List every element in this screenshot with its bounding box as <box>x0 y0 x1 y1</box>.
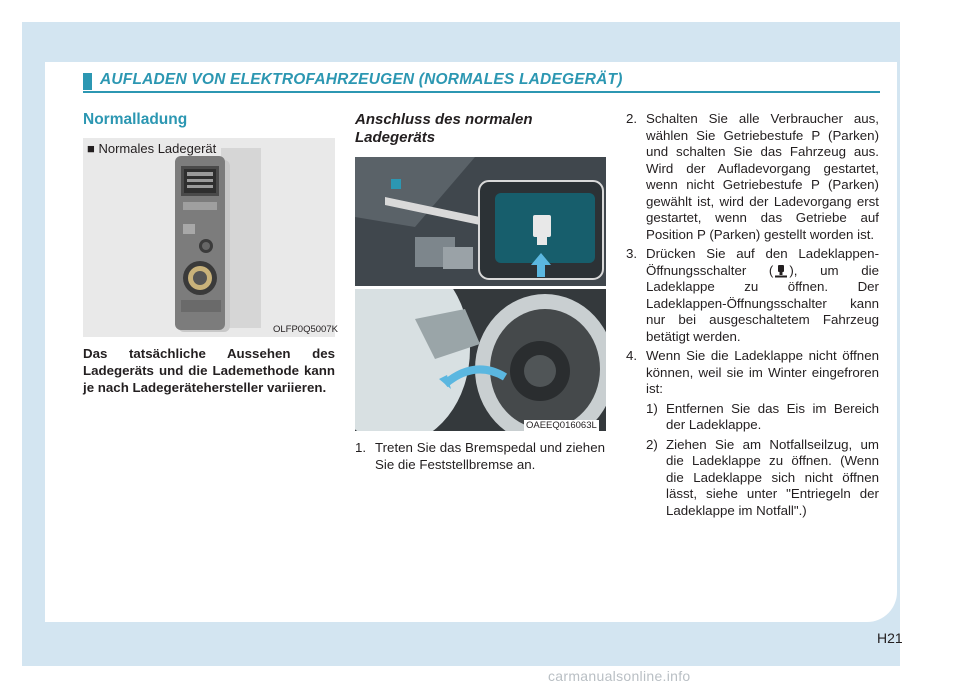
charge-door-illustration <box>355 289 606 431</box>
step-1-number: 1. <box>355 440 367 455</box>
charge-image-code: OAEEQ016063L <box>526 420 597 431</box>
charger-image <box>83 138 335 337</box>
subsection-title: Anschluss des normalen Ladegeräts <box>355 111 533 146</box>
step-3-text-b: ), um die Ladeklappe zu öffnen. Der Ladeklappen-Öffnungsschalter kann nur bei ausgeschaltetem Fahrzeug betätigt werden. <box>646 262 879 344</box>
step-1-text: Treten Sie das Bremspedal und ziehen Sie die Feststellbremse an. <box>375 440 605 472</box>
charge-door-image <box>355 289 606 431</box>
page-number: H21 <box>877 630 903 646</box>
header-accent-bar <box>83 73 92 90</box>
section-title-normalladung: Normalladung <box>83 111 188 128</box>
substep-1-text: Entfernen Sie das Eis im Bereich der Ladeklappe. <box>666 400 879 432</box>
charger-note-paragraph: Das tatsächliche Aussehen des Ladegeräts und die Lademethode kann je nach Ladegerätehersteller variieren. <box>83 346 335 395</box>
step-4 <box>626 348 879 398</box>
step-3 <box>626 246 879 345</box>
step-list-right <box>626 111 879 519</box>
watermark: carmanualsonline.info <box>548 668 691 684</box>
substep-2-text: Ziehen Sie am Notfallseilzug, um die Ladeklappe zu öffnen. (Wenn die Ladeklappe sich nicht öffnen lässt, siehe unter "Entriegeln der Ladeklappe im Notfall".) <box>666 436 879 518</box>
step-list-middle <box>355 440 605 473</box>
substep-2 <box>626 437 879 520</box>
step-3-number: 3. <box>626 246 638 261</box>
step-3-text <box>646 246 879 345</box>
step-2 <box>626 111 879 243</box>
pedal-image <box>355 157 606 286</box>
charge-door-switch-icon <box>773 264 789 278</box>
charger-image-code: OLFP0Q5007K <box>273 324 338 335</box>
substep-1 <box>626 401 879 434</box>
step-4-number: 4. <box>626 348 638 363</box>
substep-1-number: 1) <box>646 400 658 416</box>
header-rule <box>83 91 880 93</box>
charger-illustration <box>83 138 335 337</box>
pedal-illustration <box>355 157 606 286</box>
step-4-text: Wenn Sie die Ladeklappe nicht öffnen können, weil sie im Winter eingefroren ist: <box>646 348 879 396</box>
step-2-text: Schalten Sie alle Verbraucher aus, wählen Sie Getriebestufe P (Parken) und schalten Sie das Fahrzeug aus. Wird der Aufladevorgang gestartet, wenn nicht Getriebestufe P (Parken) gewählt ist, wird der Ladevorgang erst gestartet, wenn das Getriebe auf Position P (Parken) gestellt worden ist. <box>646 111 879 242</box>
charger-image-caption: ■ Normales Ladegerät <box>87 141 217 156</box>
step-2-number: 2. <box>626 111 638 126</box>
section-header-title: AUFLADEN VON ELEKTROFAHRZEUGEN (NORMALES LADEGERÄT) <box>100 71 623 88</box>
substep-2-number: 2) <box>646 436 658 452</box>
step-3-text-a: Drücken Sie auf den Ladeklappen-Öffnungsschalter ( <box>646 246 879 278</box>
step-1 <box>355 440 605 473</box>
